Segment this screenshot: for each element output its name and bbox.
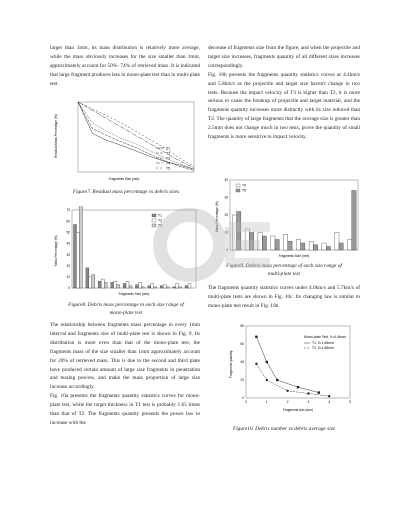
fig8-bar <box>179 287 182 288</box>
fig8-ytick-label: 0 <box>68 286 70 291</box>
fig8-ytick-label: 70 <box>66 208 70 213</box>
fig7-caption: Figure7. Residual mass percentage vs debris sizes <box>72 189 180 195</box>
fig10-xlabel: Fragments size (mm) <box>282 408 314 412</box>
fig8-caption-line1: Figure8. Debris mass percentage in each size range of <box>68 302 184 308</box>
fig10-point <box>276 379 278 381</box>
fig8-bar <box>86 268 89 288</box>
fig8-ytick-label: 30 <box>66 252 70 257</box>
fig8-caption-line2: mono-plate test <box>109 309 143 316</box>
fig7-legend-label: T3 <box>166 156 170 161</box>
fig10-caption: Figure10. Debris number vs debris average size <box>232 426 336 432</box>
fig8-xlabel: Fragments Size (mm) <box>118 292 150 296</box>
figure-10 <box>228 322 356 414</box>
left-para1-text: larger than 1mm, its mass distribution is relatively more average, while the mass obviously increases for the size smaller than 1mm, approximately account for 50%- 74% of retrieved mass. It is indicated that large fragment produces less in mono-plate test than in multi-plate test. <box>50 45 200 87</box>
fig8-legend-label: T2 <box>158 218 162 223</box>
fig8-bar <box>166 287 169 288</box>
fig9-ytick-label: 10 <box>224 230 228 235</box>
fig10-ytick-label: 20 <box>240 378 244 383</box>
figure-7 <box>52 98 202 186</box>
fig7-series-lines <box>78 102 194 171</box>
fig8-bar <box>101 279 104 288</box>
fig8-bar <box>136 285 139 288</box>
fig8-bar <box>154 287 157 288</box>
fig8-bar <box>123 284 126 289</box>
fig9-legend-swatch <box>236 189 240 192</box>
fig10-point <box>307 392 309 394</box>
fig10-point <box>297 386 299 388</box>
fig8-ytick-label: 10 <box>66 275 70 280</box>
fig10-xtick-label: 3 <box>307 400 310 404</box>
fig10-ytick-label: 40 <box>240 360 244 365</box>
fig9-bar <box>301 243 305 250</box>
fig10-legend-label: T2, δ=1.65mm <box>312 346 334 351</box>
fig10-xtick-label: 5 <box>349 400 351 404</box>
fig7-xlabel: Fragments Size (mm) <box>108 177 140 181</box>
fig9-caption-line1: Figure9. Debris mass percentage of each size range of <box>226 263 342 269</box>
fig9-legend-label: T4 <box>242 183 246 188</box>
left-para3-text: Fig. 10a presents the fragments quantity statistics curves for mono-plate test, while the target thickness in T1 test is probably 1.65 times than that of T2. The fragments quantity presents the power law to increase with the <box>50 393 200 426</box>
fig7-series-line <box>78 102 194 171</box>
fig9-bar <box>309 241 313 250</box>
fig10-point <box>255 336 257 338</box>
fig10-point <box>286 390 288 392</box>
right-para1-text: decrease of fragments size from the figure, and when the projectile and target size increases, fragments quantity of all different sizes increases correspondingly. <box>208 45 360 69</box>
fig7-legend-label: T2 <box>166 151 170 156</box>
fig8-bar <box>126 281 129 288</box>
fig8-bar <box>160 286 163 288</box>
fig9-legend-label: T5 <box>242 188 246 193</box>
fig8-legend-label: T1 <box>158 213 162 218</box>
fig10-ylabel: Fragments quantity <box>229 350 233 378</box>
fig8-ytick-label: 50 <box>66 230 70 235</box>
fig10-ytick-label: 80 <box>240 324 244 329</box>
fig8-ytick-label: 60 <box>66 219 70 224</box>
fig9-bar <box>322 243 326 250</box>
fig10-xticks <box>245 400 351 404</box>
fig9-caption-line2: multi-plate test <box>268 270 300 277</box>
fig10-point <box>318 391 320 393</box>
fig8-bar <box>92 275 95 288</box>
fig10-yticks <box>240 324 244 400</box>
watermark-logo <box>150 205 290 285</box>
fig8-bar <box>114 281 117 288</box>
fig9-bar <box>352 191 356 251</box>
fig10-point <box>266 361 268 363</box>
fig8-bar <box>79 206 82 288</box>
fig9-ytick-label: 30 <box>224 195 228 200</box>
fig7-series-line <box>78 102 194 166</box>
figure-7-chart <box>52 98 202 186</box>
fig10-xtick-label: 4 <box>328 400 331 404</box>
fig7-legend-label: T1 <box>166 146 170 151</box>
fig8-bar <box>129 286 132 288</box>
fig9-ytick-label: 20 <box>224 213 228 218</box>
left-paragraph-2 <box>50 321 200 428</box>
fig8-bar <box>173 287 176 288</box>
left-para2-text: The relationship between fragments mass percentage in every 1mm interval and fragments size of multi-plate test is shown in Fig. 9. Its distribution is more even than that of the mono-plate test, the fragments mass of the size smaller than 1mm approximately account for 20% of retrieved mass. This is due to the second and third plate have produced certain amount of large size fragments in penetration and tearing process, and make the mass proportion of large size increase accordingly. <box>50 322 200 391</box>
fig10-ytick-label: 60 <box>240 342 244 347</box>
fig7-legend-label: T4 <box>166 161 170 166</box>
fig10-point <box>266 379 268 381</box>
fig8-bar <box>138 282 141 288</box>
fig8-bar <box>148 286 151 288</box>
fig10-legend-label: T1, δ=1.65mm <box>312 341 334 346</box>
fig9-legend <box>236 184 246 193</box>
right-paragraph-1 <box>208 44 360 142</box>
fig9-bar <box>335 233 339 251</box>
fig8-bar <box>163 285 166 288</box>
fig9-bar <box>296 240 300 251</box>
fig8-ylabel: Mass Percentage (%) <box>54 235 58 266</box>
watermark-letter <box>230 227 270 263</box>
figure-10-chart <box>228 322 356 414</box>
right-paragraph-3 <box>208 284 360 311</box>
fig9-ytick-label: 0 <box>226 248 228 253</box>
fig9-ytick-label: 40 <box>224 178 228 183</box>
fig10-point <box>328 395 330 397</box>
fig10-xtick-label: 2 <box>286 400 289 404</box>
left-paragraph-1 <box>50 44 200 89</box>
fig9-bar <box>339 243 343 250</box>
fig10-point <box>255 363 257 365</box>
fig7-legend <box>156 146 170 170</box>
fig8-bar <box>74 225 77 289</box>
fig8-bar <box>104 282 107 288</box>
fig8-bar <box>89 277 92 288</box>
fig9-bar <box>326 247 330 251</box>
fig8-ytick-label: 20 <box>66 263 70 268</box>
fig7-plot-frame <box>78 102 194 172</box>
fig10-xtick-label: 1 <box>265 400 268 404</box>
fig8-ytick-label: 40 <box>66 241 70 246</box>
fig8-bar <box>141 287 144 288</box>
fig10-series-line <box>256 337 318 393</box>
fig10-legend-title: Mono-plate Test, V=4.4km/s <box>304 335 347 339</box>
fig8-bar <box>117 285 120 288</box>
right-para2-text: Fig. 10b presents the fragments quantity statistics curves at 4.4km/s and 5.8km/s as the projectile and target size haven't change in two tests. Because the impact velocity of T3 is higher than T2, it is more serious to cause the breakup of projectile and target material, and the fragments quantity increases more distinctly with its size reduced than T2. The quantity of large fragments that the average size is greater than 2.5mm does not change much in two tests, prove the quantity of small fragments is more sensitive to impact velocity. <box>208 71 360 141</box>
watermark-circle <box>160 215 220 275</box>
fig8-yticks <box>66 208 70 290</box>
fig10-ytick-label: 0 <box>242 396 244 401</box>
fig7-legend-label: T5 <box>166 166 170 171</box>
fig8-bar <box>98 281 101 288</box>
fig9-bar <box>313 245 317 250</box>
fig8-bar <box>111 282 114 288</box>
fig8-legend-label: T3 <box>158 223 162 228</box>
fig10-legend <box>304 341 334 350</box>
fig8-caption <box>50 302 202 317</box>
fig8-bar <box>185 286 188 288</box>
fig7-ylabel: Residual Mass Percentage (%) <box>54 114 58 158</box>
fig10-xtick-label: 0 <box>245 400 247 404</box>
fig9-bar <box>348 240 352 251</box>
fig9-legend-swatch <box>236 184 240 187</box>
right-para3-text: The fragments quantity statistics curves under 4.0km/s and 5.7km/s of multi-plate tests are shown in Fig. 10c. Its changing law is similar to mono-plate test result in Fig. 10b. <box>208 285 360 309</box>
fig8-bar <box>76 232 79 288</box>
fig9-xlabel: Fragments Size (mm) <box>278 254 310 258</box>
fig9-ylabel: Mass Percentage (%) <box>215 201 219 232</box>
